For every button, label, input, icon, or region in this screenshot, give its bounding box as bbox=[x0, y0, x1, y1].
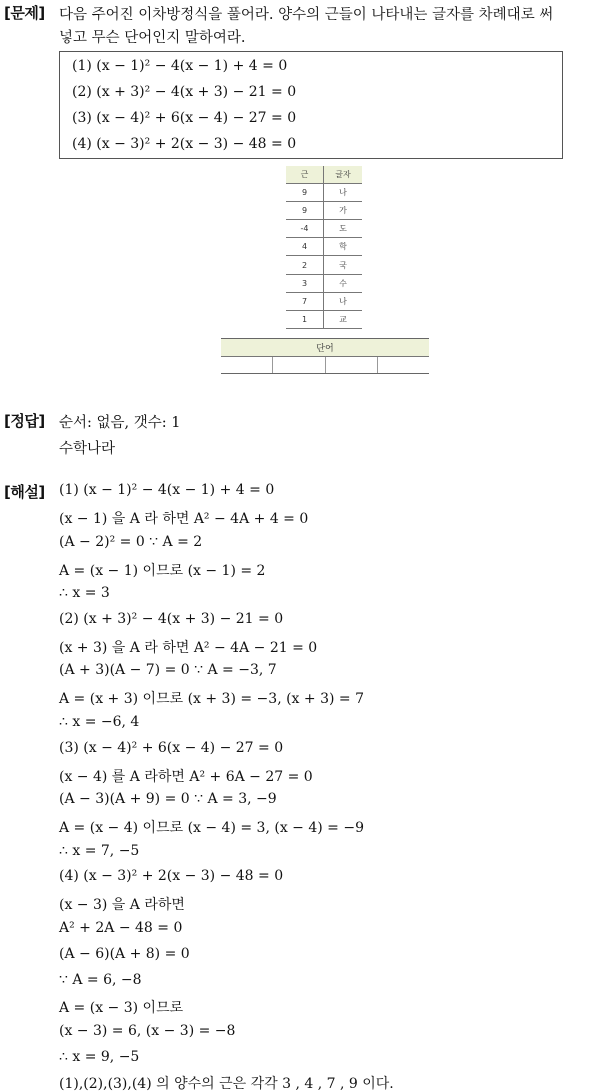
solution-line: (A − 3)(A + 9) = 0 ∵ A = 3, −9 bbox=[59, 791, 277, 807]
table-row bbox=[286, 311, 362, 329]
table-cell-root: 2 bbox=[286, 256, 324, 273]
table-cell-root: 3 bbox=[286, 275, 324, 292]
equation-4: (4) (x − 3)² + 2(x − 3) − 48 = 0 bbox=[72, 136, 297, 152]
equation-3: (3) (x − 4)² + 6(x − 4) − 27 = 0 bbox=[72, 110, 297, 126]
word-header: 단어 bbox=[221, 338, 429, 357]
table-row bbox=[286, 275, 362, 293]
solution-line: (4) (x − 3)² + 2(x − 3) − 48 = 0 bbox=[59, 868, 284, 884]
solution-line: (1) (x − 1)² − 4(x − 1) + 4 = 0 bbox=[59, 482, 275, 498]
problem-text-line-2: 넣고 무슨 단어인지 말하여라. bbox=[59, 30, 246, 46]
table-row bbox=[286, 184, 362, 202]
word-answer-table bbox=[221, 338, 429, 374]
table-cell-letter: 나 bbox=[339, 296, 347, 306]
solution-line: A = (x + 3) 이므로 (x + 3) = −3, (x + 3) = 7 bbox=[59, 691, 364, 707]
answer-line-1: 순서: 없음, 갯수: 1 bbox=[59, 415, 181, 431]
word-cell-1[interactable] bbox=[221, 357, 273, 373]
header-letter: 글자 bbox=[335, 170, 351, 180]
table-cell-root: 9 bbox=[286, 184, 324, 201]
table-row bbox=[286, 293, 362, 311]
table-row bbox=[286, 238, 362, 256]
table-cell-letter: 수 bbox=[339, 278, 347, 288]
solution-line: (3) (x − 4)² + 6(x − 4) − 27 = 0 bbox=[59, 740, 284, 756]
equation-1: (1) (x − 1)² − 4(x − 1) + 4 = 0 bbox=[72, 58, 288, 74]
table-header-row bbox=[286, 166, 362, 184]
solution-line: (x − 1) 을 A 라 하면 A² − 4A + 4 = 0 bbox=[59, 511, 309, 527]
solution-line: A = (x − 1) 이므로 (x − 1) = 2 bbox=[59, 563, 266, 579]
solution-tag: [해설] bbox=[4, 483, 45, 501]
table-cell-letter: 학 bbox=[339, 242, 347, 252]
table-cell-letter: 가 bbox=[339, 206, 347, 216]
solution-line: ∴ x = 9, −5 bbox=[59, 1049, 140, 1065]
solution-line: (x − 3) 을 A 라하면 bbox=[59, 897, 185, 913]
equation-2: (2) (x + 3)² − 4(x + 3) − 21 = 0 bbox=[72, 84, 297, 100]
solution-line: A² + 2A − 48 = 0 bbox=[59, 920, 183, 936]
word-cell-2[interactable] bbox=[273, 357, 325, 373]
table-row bbox=[286, 256, 362, 274]
solution-line: A = (x − 3) 이므로 bbox=[59, 1000, 184, 1016]
problem-tag: [문제] bbox=[4, 4, 45, 22]
answer-line-2: 수학나라 bbox=[59, 441, 116, 457]
table-cell-root: 4 bbox=[286, 238, 324, 255]
table-cell-letter: 도 bbox=[339, 224, 347, 234]
word-cell-4[interactable] bbox=[378, 357, 429, 373]
word-cell-3[interactable] bbox=[326, 357, 378, 373]
table-cell-letter: 국 bbox=[339, 260, 347, 270]
table-cell-letter: 교 bbox=[339, 314, 347, 324]
solution-line: (2) (x + 3)² − 4(x + 3) − 21 = 0 bbox=[59, 611, 284, 627]
solution-line: ∴ x = 3 bbox=[59, 585, 110, 601]
header-root: 근 bbox=[286, 166, 324, 183]
equation-box bbox=[59, 51, 563, 159]
solution-line: (A + 3)(A − 7) = 0 ∵ A = −3, 7 bbox=[59, 662, 277, 678]
solution-line: ∴ x = 7, −5 bbox=[59, 843, 140, 859]
table-cell-root: -4 bbox=[286, 220, 324, 237]
answer-tag: [정답] bbox=[4, 412, 45, 430]
table-row bbox=[286, 220, 362, 238]
table-cell-letter: 나 bbox=[339, 188, 347, 198]
solution-line: A = (x − 4) 이므로 (x − 4) = 3, (x − 4) = −9 bbox=[59, 820, 364, 836]
root-letter-table bbox=[286, 166, 362, 329]
table-cell-root: 9 bbox=[286, 202, 324, 219]
table-row bbox=[286, 202, 362, 220]
solution-line: ∴ x = −6, 4 bbox=[59, 714, 140, 730]
problem-text-line-1: 다음 주어진 이차방정식을 풀어라. 양수의 근들이 나타내는 글자를 차례대로 써 bbox=[59, 7, 554, 23]
solution-line: (A − 2)² = 0 ∵ A = 2 bbox=[59, 534, 203, 550]
solution-line: (1),(2),(3),(4) 의 양수의 근은 각각 3 , 4 , 7 , 9 이다. bbox=[59, 1076, 394, 1092]
solution-line: (x − 4) 를 A 라하면 A² + 6A − 27 = 0 bbox=[59, 769, 313, 785]
solution-line: (x + 3) 을 A 라 하면 A² − 4A − 21 = 0 bbox=[59, 640, 318, 656]
table-cell-root: 1 bbox=[286, 311, 324, 328]
word-cells bbox=[221, 357, 429, 374]
solution-line: (x − 3) = 6, (x − 3) = −8 bbox=[59, 1023, 236, 1039]
solution-line: (A − 6)(A + 8) = 0 bbox=[59, 946, 190, 962]
solution-line: ∵ A = 6, −8 bbox=[59, 972, 142, 988]
table-cell-root: 7 bbox=[286, 293, 324, 310]
